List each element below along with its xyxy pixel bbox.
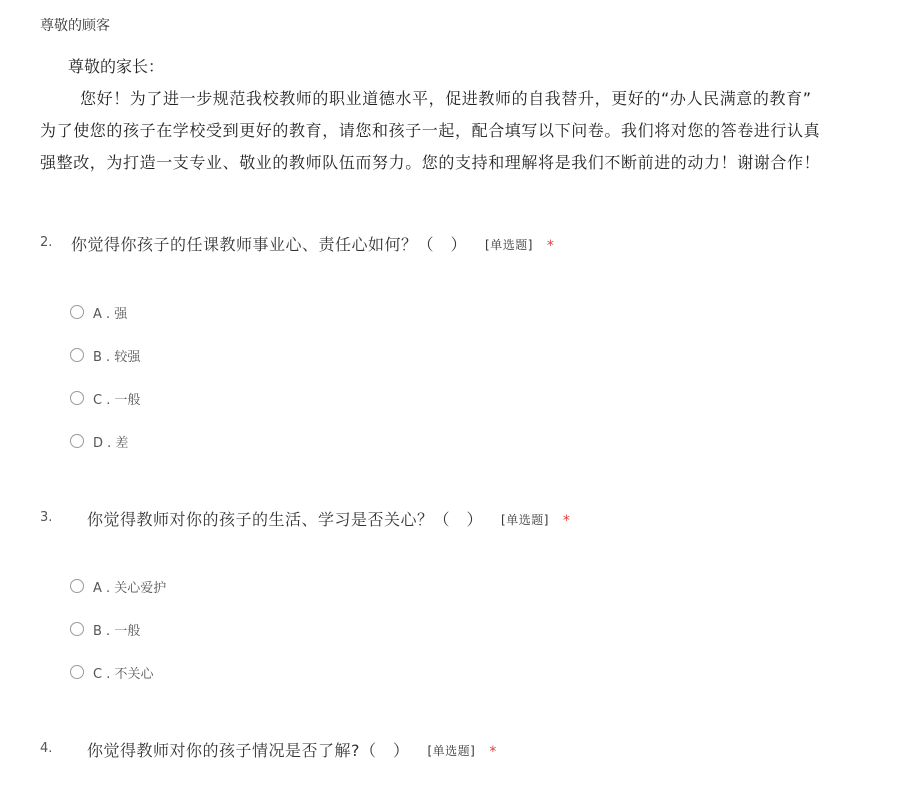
option-label: A . 强 [93, 306, 128, 322]
required-marker: * [562, 513, 571, 529]
question-number: 4. [40, 741, 53, 756]
option-2-c[interactable] [70, 388, 140, 408]
option-label: C . 不关心 [93, 666, 154, 682]
question-type-tag: [单选题] [501, 513, 549, 527]
required-marker: * [489, 744, 497, 760]
intro-paragraph-line: 您好！为了进一步规范我校教师的职业道德水平，促进教师的自我替升，更好的“办人民满意的教育” [80, 89, 812, 108]
option-3-b[interactable] [70, 619, 140, 639]
option-label: B . 较强 [93, 349, 141, 365]
intro-salutation: 尊敬的家长： [68, 57, 165, 76]
option-2-d[interactable] [70, 431, 128, 451]
question-type-tag: [单选题] [427, 744, 476, 758]
question-text: 你觉得教师对你的孩子的生活、学习是否关心？（ ） [87, 510, 484, 529]
radio-button[interactable] [70, 305, 84, 319]
question-title [87, 507, 570, 530]
question-type-tag: [单选题] [485, 238, 533, 252]
radio-button[interactable] [70, 348, 84, 362]
option-2-a[interactable] [70, 302, 127, 322]
question-number: 2. [40, 235, 53, 250]
option-2-b[interactable] [70, 345, 140, 365]
option-3-c[interactable] [70, 662, 153, 682]
option-label: C . 一般 [93, 392, 141, 408]
radio-button[interactable] [70, 434, 84, 448]
required-marker: * [546, 238, 555, 254]
intro-paragraph-line: 为了使您的孩子在学校受到更好的教育，请您和孩子一起，配合填写以下问卷。我们将对您的答卷进行认真 [40, 121, 821, 140]
radio-button[interactable] [70, 391, 84, 405]
intro-paragraph-line: 强整改，为打造一支专业、敬业的教师队伍而努力。您的支持和理解将是我们不断前进的动力！谢谢合作！ [40, 153, 821, 172]
option-label: A . 关心爱护 [93, 580, 167, 596]
option-label: D . 差 [93, 435, 129, 451]
question-text: 你觉得你孩子的任课教师事业心、责任心如何？（ ） [71, 235, 468, 254]
option-label: B . 一般 [93, 623, 141, 639]
question-title [87, 738, 497, 761]
radio-button[interactable] [70, 579, 84, 593]
question-title [71, 232, 554, 255]
radio-button[interactable] [70, 665, 84, 679]
radio-button[interactable] [70, 622, 84, 636]
question-text: 你觉得教师对你的孩子情况是否了解?（ ） [87, 741, 410, 760]
page-title: 尊敬的顾客 [40, 18, 110, 34]
question-number: 3. [40, 510, 53, 525]
option-3-a[interactable] [70, 576, 166, 596]
